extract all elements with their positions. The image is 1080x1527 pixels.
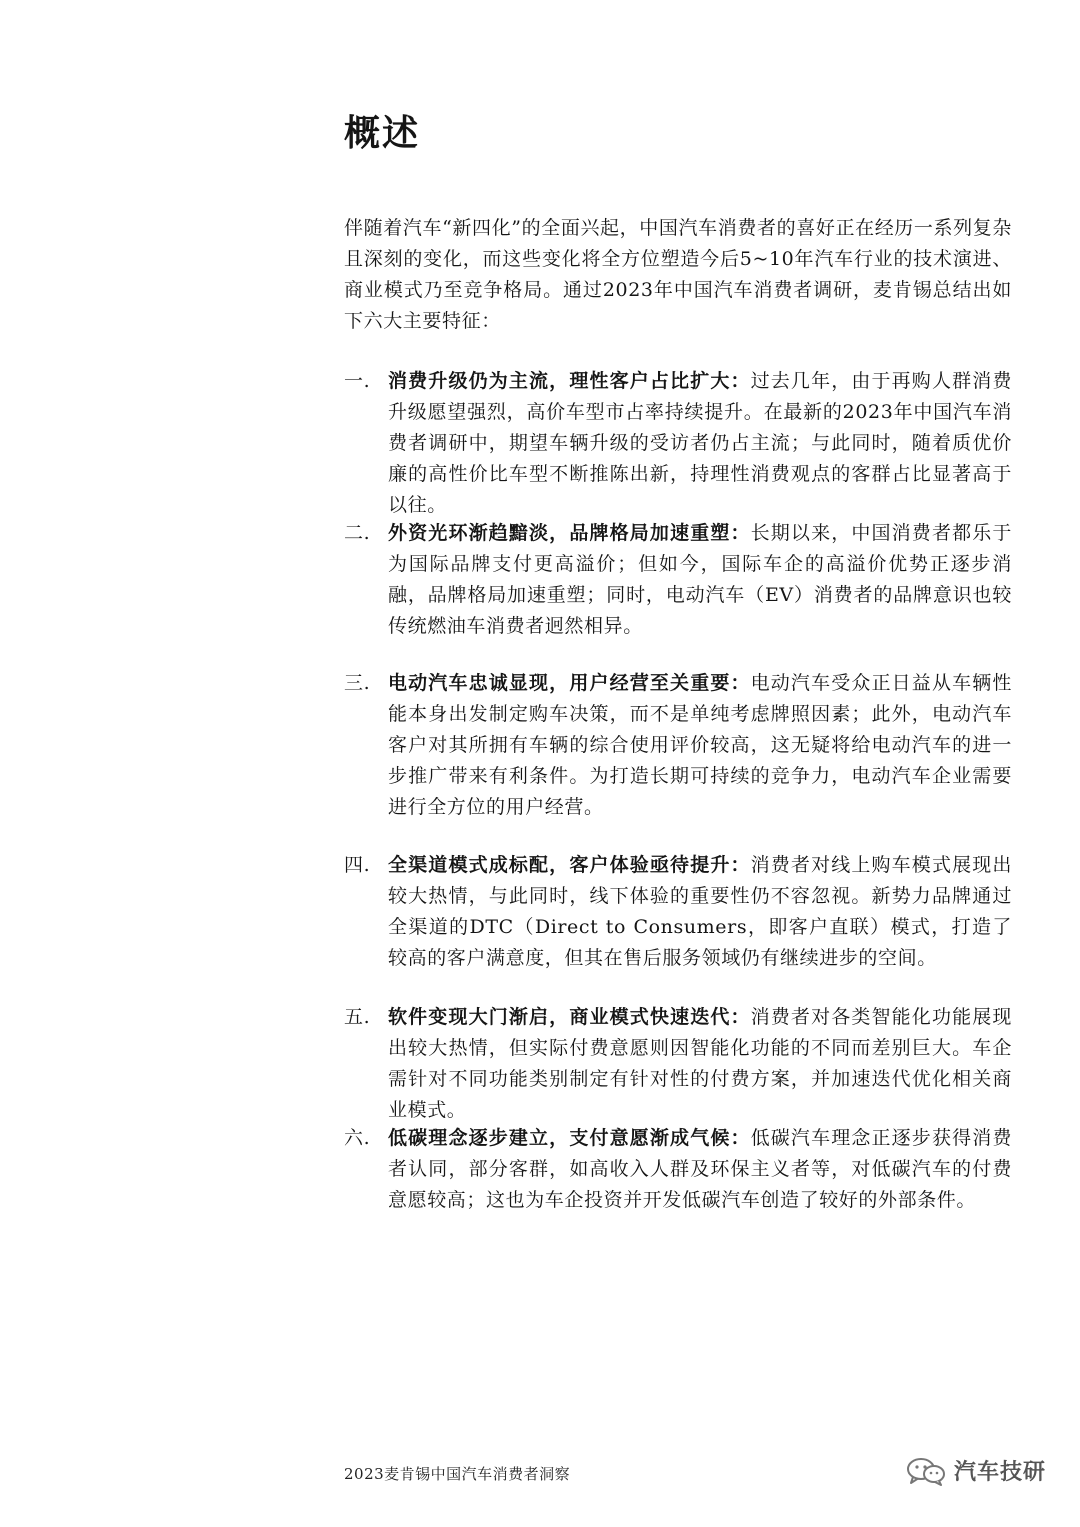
feature-heading: 消费升级仍为主流，理性客户占比扩大： bbox=[388, 370, 751, 392]
feature-body bbox=[388, 850, 1012, 974]
feature-body bbox=[388, 1002, 1012, 1126]
feature-text: 过去几年，由于再购人群消费升级愿望强烈，高价车型市占率持续提升。在最新的2023年中国汽车消费者调研中，期望车辆升级的受访者仍占主流；与此同时，随着质优价廉的高性价比车型不断推陈出新，持理性消费观点的客群占比显著高于以往。 bbox=[388, 370, 1012, 516]
feature-number: 四. bbox=[344, 854, 371, 876]
feature-heading: 电动汽车忠诚显现，用户经营至关重要： bbox=[388, 672, 751, 694]
feature-item bbox=[344, 850, 1012, 974]
feature-number: 六. bbox=[344, 1127, 371, 1149]
feature-item bbox=[344, 366, 1012, 521]
wechat-icon bbox=[906, 1456, 946, 1486]
feature-item bbox=[344, 1123, 1012, 1216]
feature-number: 一. bbox=[344, 370, 371, 392]
feature-heading: 软件变现大门渐启，商业模式快速迭代： bbox=[388, 1006, 751, 1028]
feature-body bbox=[388, 366, 1012, 521]
feature-heading: 外资光环渐趋黯淡，品牌格局加速重塑： bbox=[388, 522, 751, 544]
intro-paragraph: 伴随着汽车“新四化”的全面兴起，中国汽车消费者的喜好正在经历一系列复杂且深刻的变化，而这些变化将全方位塑造今后5~10年汽车行业的技术演进、商业模式乃至竞争格局。通过2023年中国汽车消费者调研，麦肯锡总结出如下六大主要特征： bbox=[344, 217, 1012, 332]
feature-body bbox=[388, 518, 1012, 642]
feature-number: 五. bbox=[344, 1006, 371, 1028]
feature-text: 消费者对线上购车模式展现出较大热情，与此同时，线下体验的重要性仍不容忽视。新势力品牌通过全渠道的DTC（Direct to Consumers，即客户直联）模式，打造了较高的客户满意度，但其在售后服务领域仍有继续进步的空间。 bbox=[388, 854, 1012, 969]
feature-text: 长期以来，中国消费者都乐于为国际品牌支付更高溢价；但如今，国际车企的高溢价优势正逐步消融，品牌格局加速重塑；同时，电动汽车（EV）消费者的品牌意识也较传统燃油车消费者迥然相异。 bbox=[388, 522, 1012, 637]
feature-item bbox=[344, 1002, 1012, 1126]
feature-item bbox=[344, 668, 1012, 823]
feature-number: 二. bbox=[344, 522, 371, 544]
footer-report-title: 2023麦肯锡中国汽车消费者洞察 bbox=[344, 1465, 571, 1483]
feature-text: 低碳汽车理念正逐步获得消费者认同，部分客群，如高收入人群及环保主义者等，对低碳汽车的付费意愿较高；这也为车企投资并开发低碳汽车创造了较好的外部条件。 bbox=[388, 1127, 1012, 1211]
page-title: 概述 bbox=[344, 112, 421, 154]
feature-text: 消费者对各类智能化功能展现出较大热情，但实际付费意愿则因智能化功能的不同而差别巨大。车企需针对不同功能类别制定有针对性的付费方案，并加速迭代优化相关商业模式。 bbox=[388, 1006, 1012, 1121]
feature-heading: 全渠道模式成标配，客户体验亟待提升： bbox=[388, 854, 751, 876]
feature-body bbox=[388, 1123, 1012, 1216]
watermark bbox=[906, 1455, 1046, 1486]
feature-text: 电动汽车受众正日益从车辆性能本身出发制定购车决策，而不是单纯考虑牌照因素；此外，电动汽车客户对其所拥有车辆的综合使用评价较高，这无疑将给电动汽车的进一步推广带来有利条件。为打造长期可持续的竞争力，电动汽车企业需要进行全方位的用户经营。 bbox=[388, 672, 1012, 818]
feature-heading: 低碳理念逐步建立，支付意愿渐成气候： bbox=[388, 1127, 751, 1149]
feature-number: 三. bbox=[344, 672, 371, 694]
feature-body bbox=[388, 668, 1012, 823]
watermark-text: 汽车技研 bbox=[953, 1460, 1046, 1485]
feature-item bbox=[344, 518, 1012, 642]
